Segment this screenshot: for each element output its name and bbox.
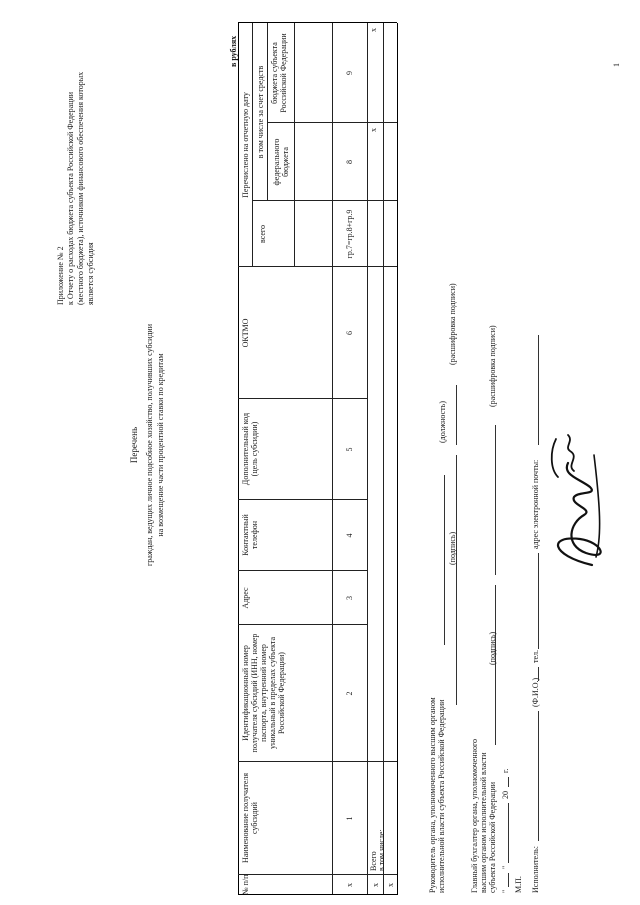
head-signature-caption: (подпись) [448,531,457,565]
colnum-4: 4 [345,533,354,538]
col-header-incl: в том числе за счет средств [256,65,265,159]
acc-signature-caption: (подпись) [488,631,497,665]
col-header-regional: бюджета субъекта Российской Федерации [270,33,288,113]
title-heading: Перечень [129,426,139,464]
handwritten-signature [540,425,620,575]
row-x-mark-3: х [386,883,395,887]
appendix-line-3: (местного бюджета), источником финансового обеспечения которых [76,71,85,305]
executor-label: Исполнитель: [531,846,540,893]
head-title-line-1: Руководитель органа, уполномоченного высшим органом [428,697,437,893]
col-header-federal: федерального бюджета [272,138,290,186]
acc-decoding-caption: (расшифровка подписи) [488,325,497,407]
executor-email-label: адрес электронной почты: [531,459,540,549]
date-quote-open: " [501,889,510,893]
acc-title-line-1: Главный бухгалтер органа, уполномоченного [470,738,479,893]
title-line-2: на возмещение части процентной ставки по кредитам [156,353,165,537]
executor-fio-caption: (Ф.И.О.) [531,677,540,707]
col-header-ident: Идентификационный номер получателя субсидий (ИНН, номер паспорта, внутренний номер уникальный в пределах субъекта Российской Федерации) [241,633,286,753]
head-decoding-caption: (расшифровка подписи) [448,283,457,365]
col-header-code: Дополнительный код (цель субсидии) [241,412,259,486]
page-number: 1 [612,63,621,67]
executor-tel-label: тел. [531,649,540,663]
appendix-line-1: Приложение № 2 [56,246,65,305]
row-x-mark-1: х [345,883,354,887]
total-label: Всего [369,851,378,871]
col-header-phone: Контактный телефон [241,514,259,556]
acc-title-line-2: высшим органом исполнительной власти [479,752,488,893]
date-quote-close: " [501,865,510,869]
colnum-8: 8 [345,160,354,164]
acc-title-line-3: субъекта Российской Федерации [488,781,497,893]
date-year-suffix: г. [501,768,510,773]
appendix-line-4: является субсидия [86,242,95,305]
stamp-place: М.П. [514,876,523,893]
cell-x-mark-regional: х [369,28,378,32]
colnum-6: 6 [345,331,354,335]
col-header-address: Адрес [241,587,250,609]
row-x-mark-2: х [371,883,380,887]
col-header-num: № п/п [241,874,250,895]
col-header-oktmo: ОКТМО [241,318,250,348]
colnum-5: 5 [345,447,354,452]
total-incl-label: в том числе: [377,829,386,871]
title-line-1: граждан, ведущих личное подсобное хозяйство, получивших субсидии [145,324,154,566]
col-header-name: Наименование получателя субсидий [241,772,259,864]
colnum-2: 2 [345,691,354,696]
cell-x-mark-federal: х [369,128,378,132]
appendix-line-2: к Отчету о расходах бюджета субъекта Российской Федерации [66,91,75,305]
colnum-1: 1 [345,816,354,821]
col-header-paid: Перечислено на отчетную дату [241,92,250,198]
colnum-9: 9 [345,71,354,75]
colnum-7: гр.7=гр.8+гр.9 [345,209,354,259]
colnum-3: 3 [345,596,354,600]
head-title-line-2: исполнительной власти субъекта Российской Федерации [437,699,446,893]
position-caption: (должность) [438,401,447,443]
date-year: 20 [501,791,510,799]
units-label: в рублях [229,35,238,67]
col-header-total: всего [258,225,267,244]
